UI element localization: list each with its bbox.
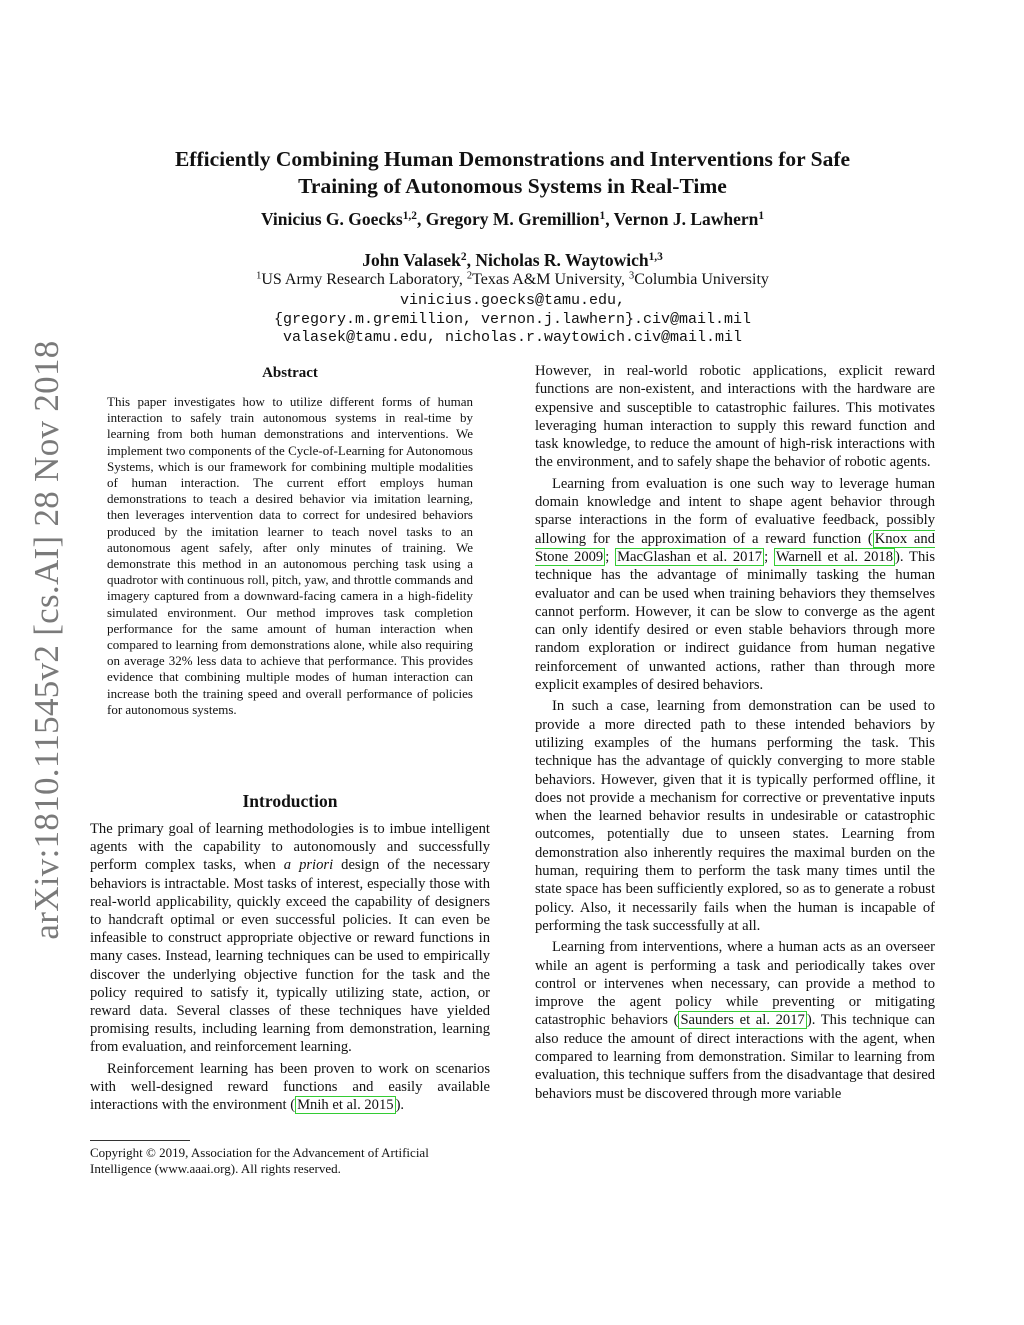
author-affil-mark: 1,3 [648,250,663,263]
citation-link[interactable]: Mnih et al. 2015 [297,1097,394,1114]
affiliations [90,271,935,289]
right-paragraph-3: In such a case, learning from demonstration can be used to provide a more directed path to these intended behaviors by utilizing examples of the humans performing the task. This technique has the advantage of quickly converging to more stable behaviors. However, given that it is typically performed offline, it does not provide a mechanism for corrective or preventative inputs when the learned behavior results in undesirable or catastrophic outcomes, potentially due to unseen states. Learning from demonstration also inherently requires the maximal burden on the human, requiring them to perform the task many times until the state space has been sufficiently explored, so as to generate a robust policy. Also, it necessarily fails when the human is incapable of performing the task successfully at all. [535,698,935,934]
email-line-3: valasek@tamu.edu, nicholas.r.waytowich.civ@mail.mil [282,329,743,346]
citation-link[interactable]: MacGlashan et al. 2017 [617,548,763,565]
author-line-1 [90,209,935,230]
affiliation: US Army Research Laboratory, [261,271,467,288]
email-line-2: {gregory.m.gremillion, vernon.j.lawhern}.civ@mail.mil [273,311,752,328]
right-paragraph-2 [535,475,935,695]
text-run: Learning from interventions, where a human acts as an overseer while an agent is performing a task and periodically takes over control or intervenes when necessary, can provide a method to improve the agent policy while preventing or mitigating catastrophic behaviors ( [535,939,935,1029]
paper-title [90,146,935,200]
abstract-heading: Abstract [262,365,318,381]
author-name: Nicholas R. Waytowich [475,250,649,270]
intro-paragraph-2 [90,1060,490,1115]
author-name: Vernon J. Lawhern [613,209,759,229]
text-run: ). This technique can also reduce the amount of direct interactions with the agent, when compared to learning from demonstration. Similar to learning from evaluation, this technique suffers from the disadvantage that desired behaviors must be discovered through more variable [535,1012,935,1102]
author-separator: , [605,209,614,229]
author-name: Vinicius G. Goecks [260,209,403,229]
text-run: ; [764,548,774,565]
affiliation: Columbia University [634,271,769,288]
author-separator: , [416,209,426,229]
copyright-symbol: © [145,1145,156,1160]
text-run: ). This technique has the advantage of minimally tasking the human evaluator and can be used when training behaviors they themselves cannot perform. However, it can be slow to converge as the agent can only identify desired or even stable behaviors through more random exploration or indirect guidance from human negative reinforcement of unwanted actions, rather than through more explicit examples of desired behaviors. [535,548,935,694]
affil-mark: 1 [256,270,262,282]
right-paragraph-1: However, in real-world robotic applications, explicit reward functions are non-existent, and interactions with the hardware are expensive and susceptible to catastrophic failures. This motivates leveraging human interaction to supply this reward function and task knowledge, to reduce the amount of high-risk interactions with the environment, and to safely shape the behavior of robotic agents. [535,363,935,471]
text-run: ; [605,548,616,565]
affil-mark: 3 [629,270,635,282]
text-run: Reinforcement learning has been proven to work on scenarios with well-designed reward functions and easily available interactions with the environment ( [90,1060,490,1114]
introduction-body [90,820,490,1114]
text-run: Copyright [90,1145,146,1160]
author-name: John Valasek [362,250,461,270]
author-affil-mark: 1 [599,209,606,222]
email-line-1: vinicius.goecks@tamu.edu, [399,292,626,309]
intro-paragraph-1 [90,820,490,1057]
text-run: Learning from evaluation is one such way to leverage human domain knowledge and intent to shape agent behavior through sparse interactions in the form of evaluative feedback, possibly allowing for the approximation of a reward function ( [535,475,935,547]
author-line-2 [90,250,935,271]
emphasis-text: a priori [283,857,334,874]
citation-link[interactable]: Warnell et al. 2018 [775,548,894,565]
right-column [535,362,935,1103]
author-affil-mark: 1 [758,209,765,222]
citation-link[interactable]: Knox and Stone 2009 [535,530,935,565]
affil-mark: 2 [466,270,473,282]
author-separator: , [466,250,476,270]
citation-link[interactable]: Saunders et al. 2017 [680,1012,805,1029]
right-paragraph-4 [535,938,935,1103]
title-line-1: Efficiently Combining Human Demonstrations and Interventions for Safe [174,147,851,171]
text-run: design of the necessary behaviors is intractable. Most tasks of interest, especially those with real-world applicability, quickly exceed the capability of designers to handcraft optimal or even successful policies. It can even be infeasible to construct appropriate objective or reward functions in many cases. Instead, learning techniques can be used to empirically discover the underlying objective function for the task and the policy required to satisfy it, typically utilizing state, action, or reward data. Several classes of these techniques have yielded promising results, including learning from demonstration, learning from evaluation, and reinforcement learning. [90,857,491,1056]
copyright-footnote [90,1145,490,1177]
text-run: 2019, Association for the Advancement of Artificial Intelligence (www.aaai.org). All rights reserved. [90,1145,429,1176]
abstract-paragraph: This paper investigates how to utilize different forms of human interaction to safely train autonomous systems in real-time by learning from both human demonstrations and interventions. We implement two components of the Cycle-of-Learning for Autonomous Systems, which is our framework for combining multiple modalities of human interaction. The current effort employs human demonstrations to teach a desired behavior via imitation learning, then leverages intervention data to correct for undesired behaviors produced by the imitation learner to teach novel tasks to an autonomous agent safely, after only minutes of training. We demonstrate this method in an autonomous perching task using a quadrotor with continuous roll, pitch, yaw, and throttle commands and imagery captured from a downward-facing camera in a high-fidelity simulated environment. Our method improves task completion performance for the same amount of human interaction when compared to learning from demonstrations alone, while also requiring on average 32% less data to achieve that performance. This provides evidence that combining multiple modes of human interaction can increase both the training speed and overall performance of policies for autonomous systems. [107,394,473,717]
abstract-text [107,394,473,718]
introduction-heading: Introduction [242,791,338,811]
footnote-rule [90,1140,190,1141]
title-line-2: Training of Autonomous Systems in Real-Time [298,174,727,198]
text-run: ). [395,1097,405,1114]
author-affil-mark: 2 [460,250,467,263]
text-run: The primary goal of learning methodologies is to imbue intelligent agents with the capability to autonomously and successfully perform complex tasks, when [90,821,490,874]
affiliation: Texas A&M University, [472,271,630,288]
author-name: Gregory M. Gremillion [425,209,600,229]
arxiv-identifier: arXiv:1810.11545v2 [cs.AI] 28 Nov 2018 [27,340,66,940]
author-affil-mark: 1,2 [402,209,417,222]
